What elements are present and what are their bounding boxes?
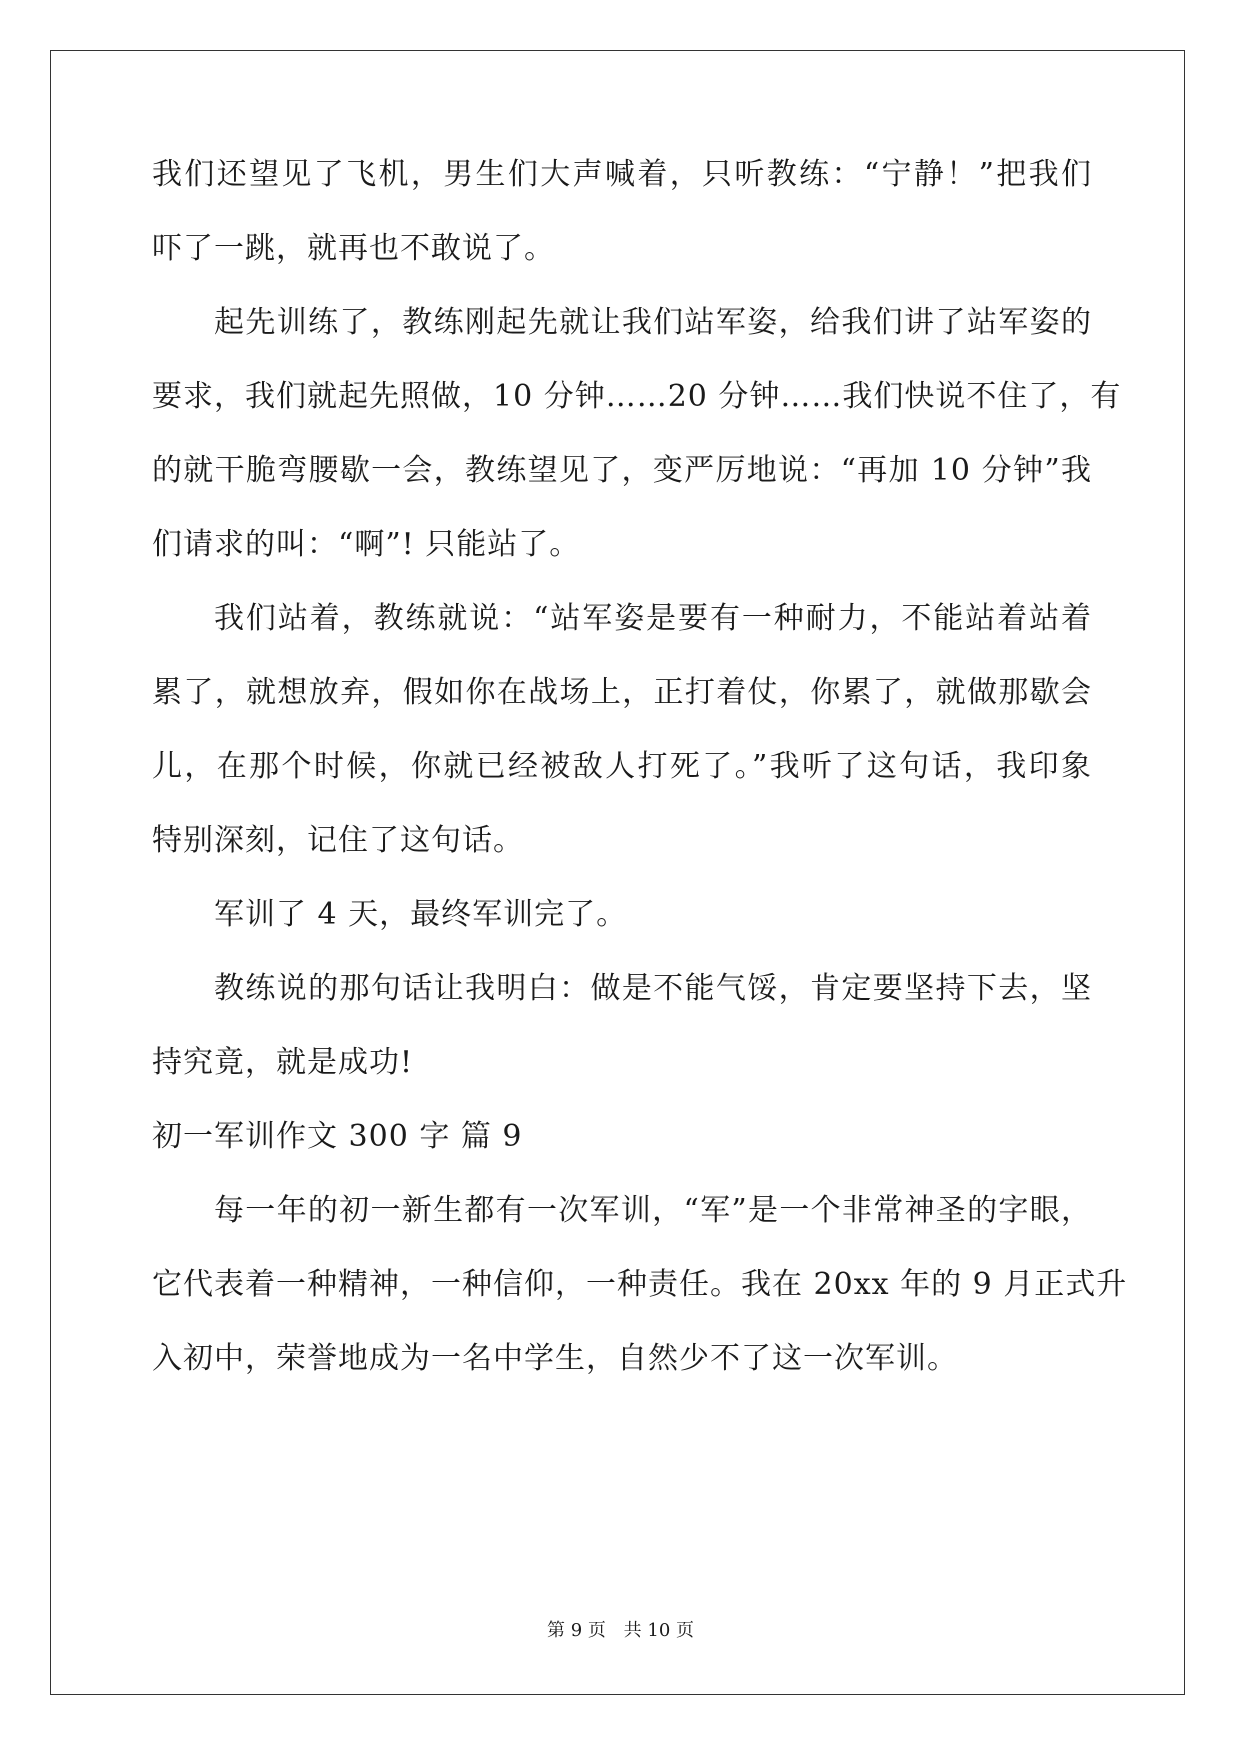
total-pages-label: 共 10 页 [623, 1620, 694, 1641]
text-line: 我们站着，教练就说：“站军姿是要有一种耐力，不能站着站着 [214, 601, 1092, 636]
text-line: 吓了一跳，就再也不敢说了。 [152, 231, 555, 266]
text-line: 的就干脆弯腰歇一会，教练望见了，变严厉地说：“再加 10 分钟”我 [152, 453, 1092, 488]
text-line: 要求，我们就起先照做，10 分钟……20 分钟……我们快说不住了，有 [152, 379, 1122, 414]
text-line: 入初中，荣誉地成为一名中学生，自然少不了这一次军训。 [152, 1341, 958, 1376]
text-line: 持究竟，就是成功! [152, 1045, 414, 1080]
text-line: 特别深刻，记住了这句话。 [152, 823, 524, 858]
text-line: 儿，在那个时候，你就已经被敌人打死了。”我听了这句话，我印象 [152, 749, 1092, 784]
text-line: 我们还望见了飞机，男生们大声喊着，只听教练：“宁静！”把我们 [152, 157, 1092, 192]
current-page-label: 第 9 页 [547, 1620, 606, 1641]
text-line: 军训了 4 天，最终军训完了。 [214, 897, 628, 932]
text-line: 累了，就想放弃，假如你在战场上，正打着仗，你累了，就做那歇会 [152, 675, 1092, 710]
document-body [152, 157, 1128, 1376]
text-line: 它代表着一种精神，一种信仰，一种责任。我在 20xx 年的 9 月正式升 [152, 1267, 1128, 1302]
text-line: 教练说的那句话让我明白：做是不能气馁，肯定要坚持下去，坚 [214, 971, 1092, 1006]
text-line: 起先训练了，教练刚起先就让我们站军姿，给我们讲了站军姿的 [214, 305, 1092, 340]
text-line: 们请求的叫：“啊”! 只能站了。 [152, 527, 581, 562]
section-heading: 初一军训作文 300 字 篇 9 [152, 1119, 523, 1154]
text-line: 每一年的初一新生都有一次军训，“军”是一个非常神圣的字眼， [214, 1193, 1092, 1228]
page-footer [0, 1620, 1241, 1642]
